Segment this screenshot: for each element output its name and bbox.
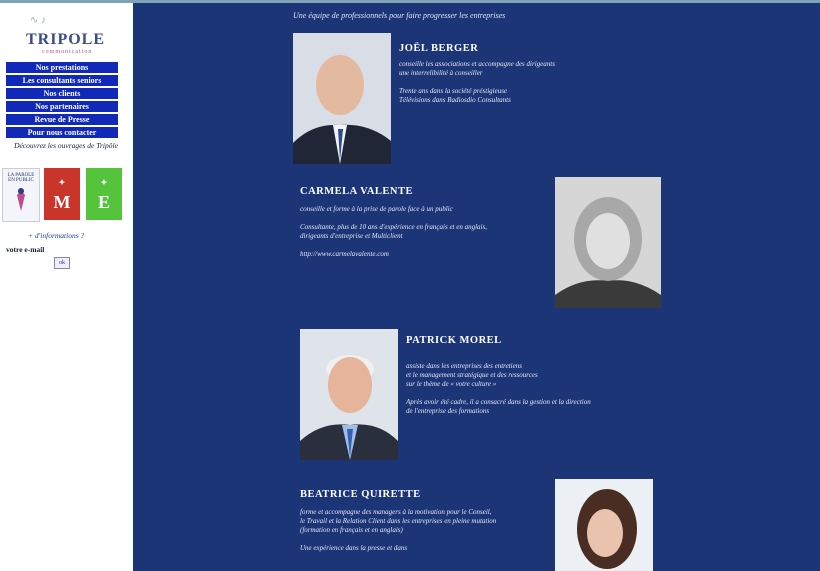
main-nav [6, 62, 118, 140]
portrait-beatrice-quirette [555, 479, 653, 571]
book-cover-m[interactable] [44, 168, 80, 220]
nav-consultants[interactable]: Les consultants seniors [6, 75, 118, 86]
email-submit-button[interactable]: ok [54, 257, 70, 269]
nav-revue-presse[interactable]: Revue de Presse [6, 114, 118, 125]
person-description: conseille et forme à la prise de parole face à un public Consultante, plus de 10 ans d'expérience en français et en anglais, dirigeants d'entreprise et Multiclient http://www.carmelavalente.com [300, 205, 487, 258]
portrait-image [555, 479, 653, 571]
logo[interactable] [22, 15, 118, 57]
portrait-image [555, 177, 661, 308]
logo-name: TRIPOLE [26, 31, 106, 48]
book-list [2, 168, 124, 222]
person-description: conseille les associations et accompagne des dirigeants une interrelibilité à conseiller Trente ans dans la société préstigieuse Télévisions dans Radiosdio Consultants [399, 60, 555, 104]
logo-swirl-icon: ∿ ♪ [30, 15, 46, 26]
book-title: M [53, 192, 71, 212]
main-content [133, 3, 820, 571]
book-title: LA PAROLE EN PUBLIC [7, 173, 35, 183]
person-name: JOËL BERGER [399, 43, 479, 54]
portrait-patrick-morel [300, 329, 398, 460]
person-description: assiste dans les entreprises des entretiens et le management stratégique et des ressources sur le thème de « votre culture » Après avoir été cadre, il a consacré dans la gestion et la direction de l'entreprise des formations [406, 362, 591, 415]
person-name: CARMELA VALENTE [300, 186, 414, 197]
books-heading: Découvrez les ouvrages de Tripôle [14, 141, 118, 150]
logo-subtitle: communication [42, 49, 93, 55]
portrait-carmela-valente [555, 177, 661, 308]
portrait-image [293, 33, 391, 164]
person-name: BEATRICE QUIRETTE [300, 489, 421, 500]
portrait-joel-berger [293, 33, 391, 164]
person-description: forme et accompagne des managers à la motivation pour le Conseil, le Travail et la Relation Client dans les entreprises en pleine mutation (formation en français et en anglais) Une expérience dans la presse et dans [300, 508, 497, 552]
portrait-image [300, 329, 398, 460]
nav-clients[interactable]: Nos clients [6, 88, 118, 99]
nav-contact[interactable]: Pour nous contacter [6, 127, 118, 138]
book-mark-icon: ✦ [100, 178, 108, 187]
book-mark-icon: ✦ [58, 178, 66, 187]
book-title: E [97, 192, 110, 212]
book-cover-parole[interactable] [2, 168, 40, 222]
book-cover-e[interactable] [86, 168, 122, 220]
nav-partenaires[interactable]: Nos partenaires [6, 101, 118, 112]
nav-prestations[interactable]: Nos prestations [6, 62, 118, 73]
email-label: votre e-mail [6, 245, 45, 254]
more-info-link[interactable]: + d'informations ? [28, 231, 85, 240]
book-figure-icon [3, 169, 39, 221]
person-name: PATRICK MOREL [406, 335, 502, 346]
intro-text: Une équipe de professionnels pour faire progresser les entreprises [293, 11, 506, 20]
sidebar [0, 3, 133, 571]
